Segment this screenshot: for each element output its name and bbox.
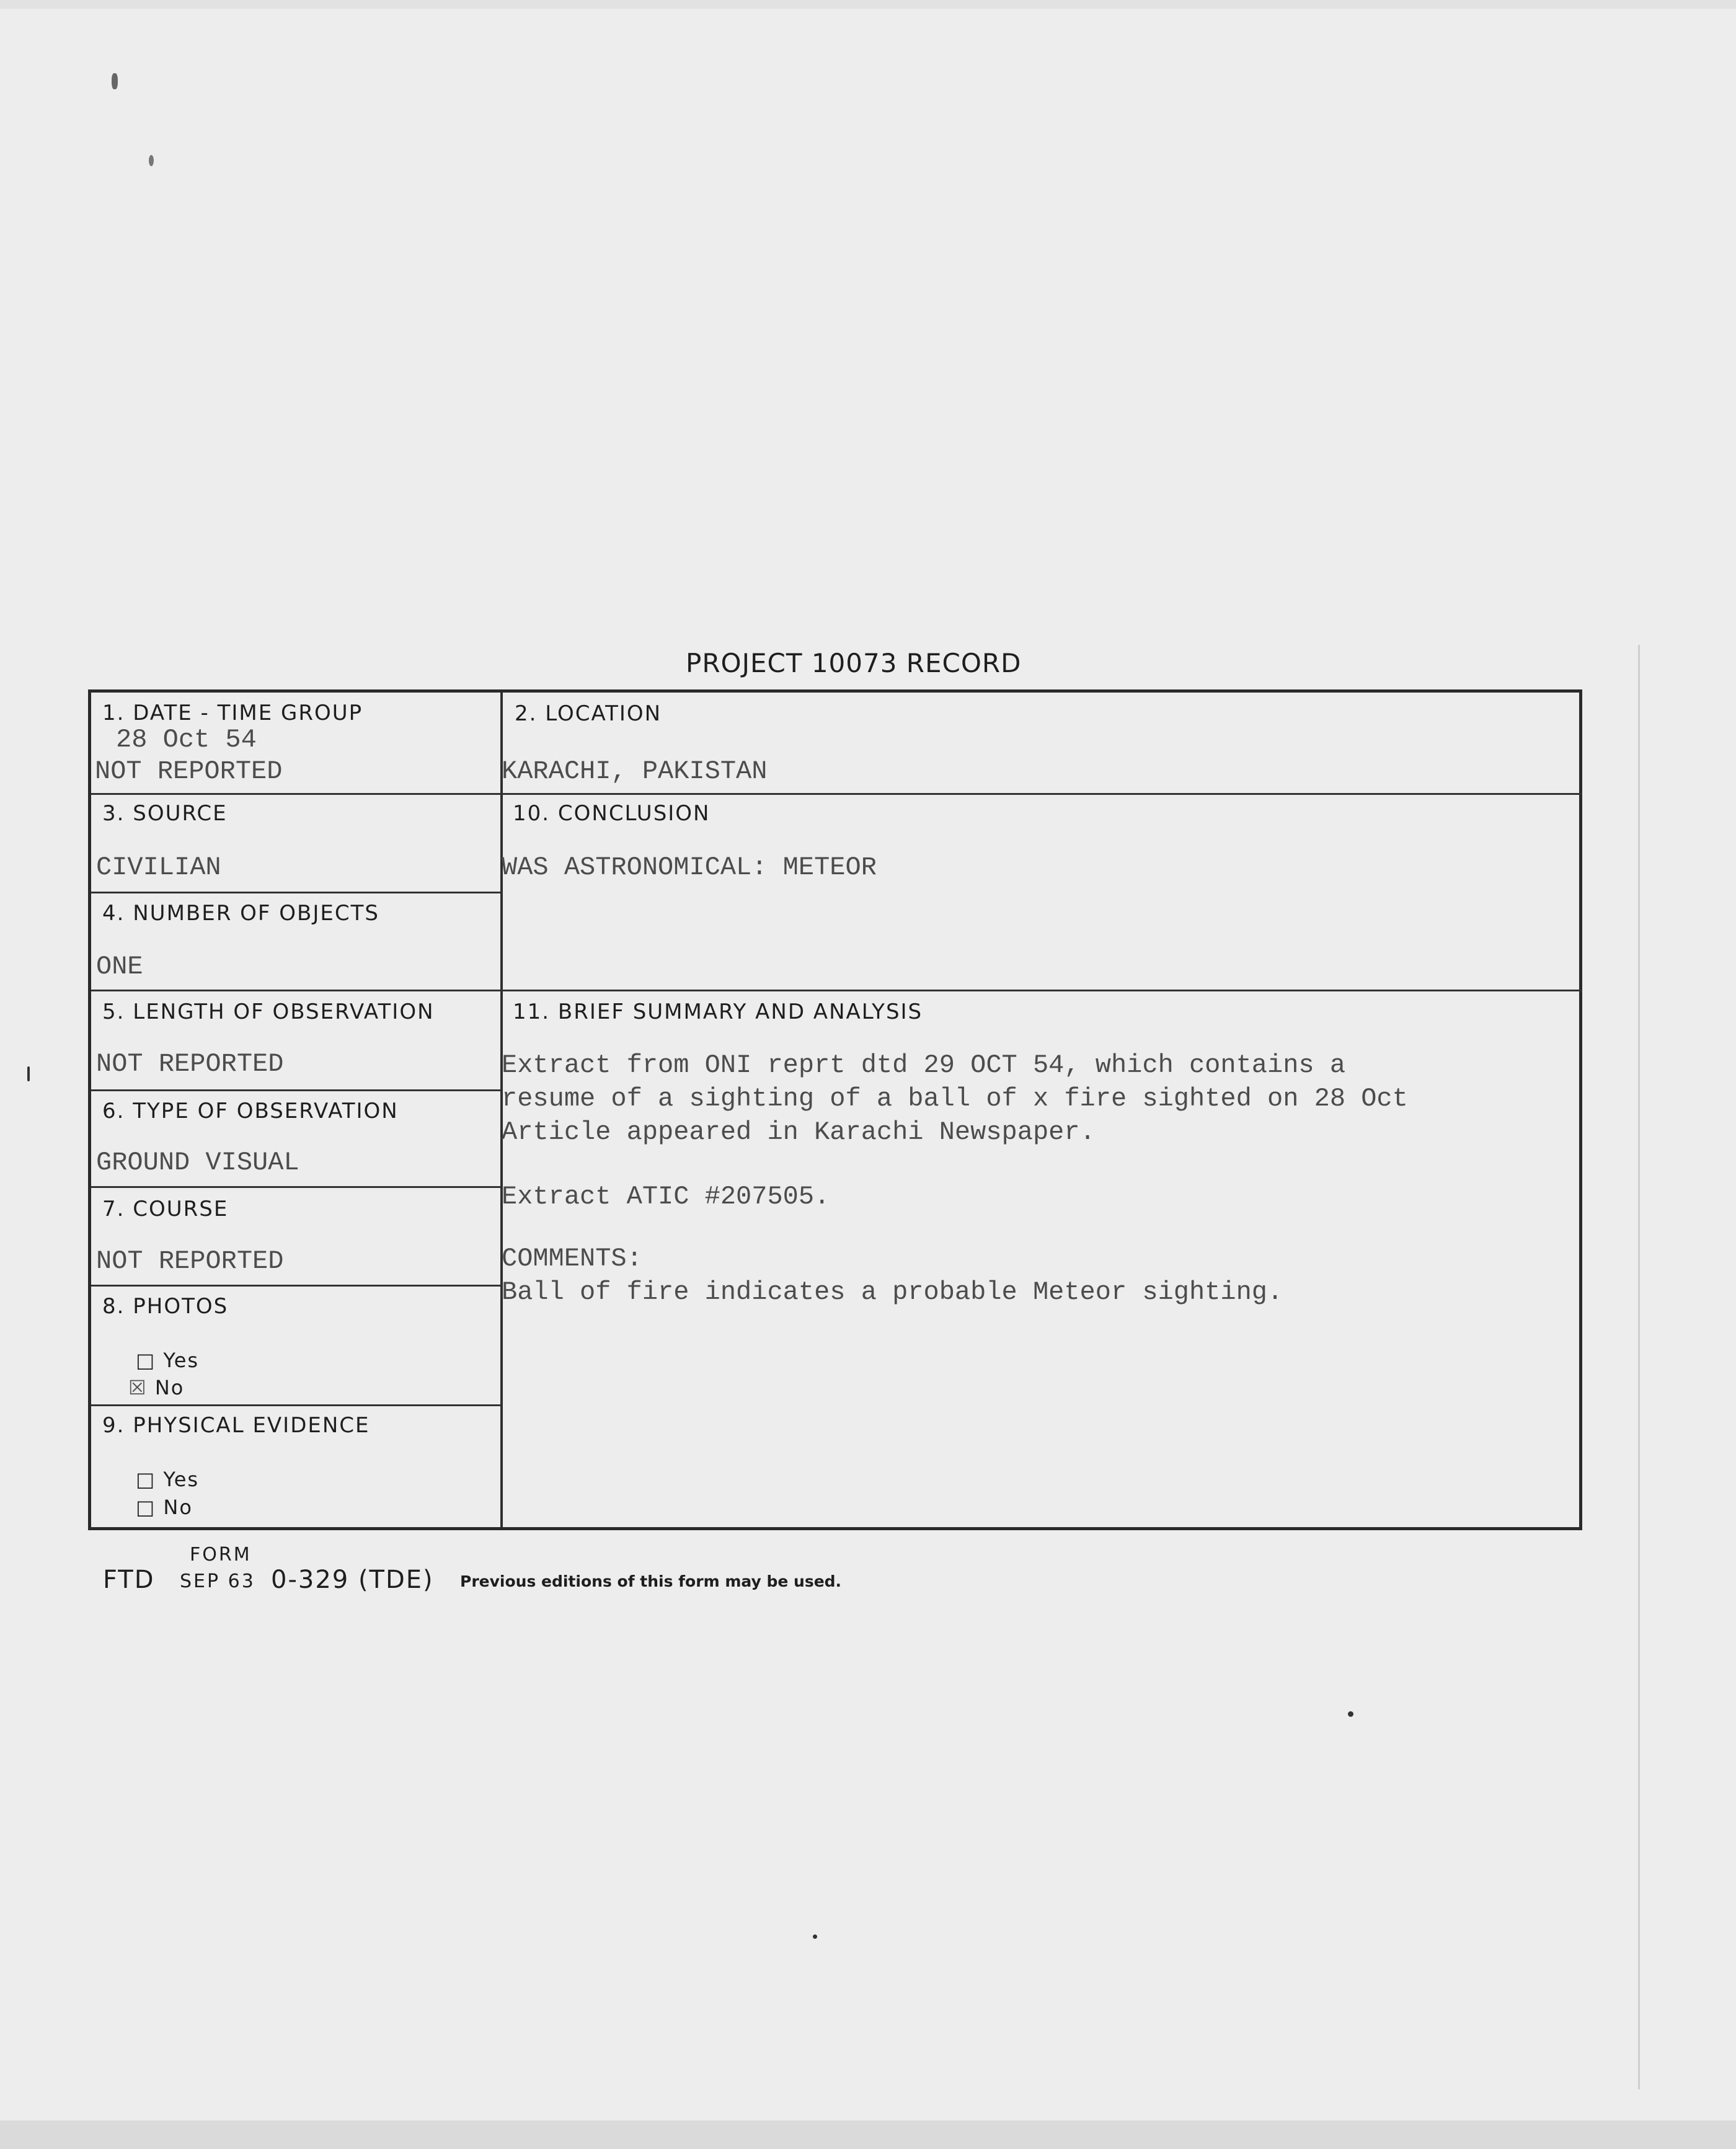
physical-evidence-no-checkbox[interactable]: □ <box>136 1495 156 1519</box>
row-divider <box>500 793 1582 795</box>
row-divider <box>91 1285 500 1287</box>
length-of-observation-value: NOT REPORTED <box>96 1049 284 1079</box>
number-of-objects-value: ONE <box>96 952 143 981</box>
physical-evidence-yes-label: Yes <box>163 1468 200 1491</box>
footer-note: Previous editions of this form may be used. <box>460 1572 842 1590</box>
scan-speck <box>112 73 118 89</box>
row-divider <box>91 793 500 795</box>
conclusion-value: WAS ASTRONOMICAL: METEOR <box>502 853 877 882</box>
comments-heading: COMMENTS: <box>502 1244 642 1274</box>
physical-evidence-yes-checkbox[interactable]: □ <box>136 1468 156 1491</box>
photos-no-option[interactable] <box>128 1376 184 1399</box>
location-label: 2. LOCATION <box>515 701 662 726</box>
scan-speck <box>1348 1711 1353 1717</box>
summary-label: 11. BRIEF SUMMARY AND ANALYSIS <box>513 999 923 1024</box>
footer-date-code: SEP 63 <box>180 1571 255 1592</box>
scan-edge-right <box>1638 645 1640 2089</box>
summary-line-2: resume of a sighting of a ball of x fire sighted on 28 Oct <box>502 1084 1408 1114</box>
source-value: CIVILIAN <box>96 853 221 882</box>
scan-speck <box>149 155 154 166</box>
row-divider <box>500 990 1582 991</box>
comments-text: Ball of fire indicates a probable Meteor sighting. <box>502 1277 1283 1307</box>
time-value: NOT REPORTED <box>95 756 283 786</box>
course-value: NOT REPORTED <box>96 1246 284 1276</box>
course-label: 7. COURSE <box>102 1197 229 1221</box>
physical-evidence-no-label: No <box>163 1495 193 1519</box>
physical-evidence-yes-option[interactable] <box>136 1468 199 1491</box>
row-divider <box>91 892 500 893</box>
scan-speck <box>813 1934 817 1939</box>
row-divider <box>91 1186 500 1188</box>
summary-line-3: Article appeared in Karachi Newspaper. <box>502 1117 1096 1147</box>
number-of-objects-label: 4. NUMBER OF OBJECTS <box>102 901 379 926</box>
row-divider <box>91 1089 500 1091</box>
type-of-observation-value: GROUND VISUAL <box>96 1148 299 1177</box>
record-form <box>88 689 1582 1530</box>
form-title: PROJECT 10073 RECORD <box>686 648 1022 678</box>
summary-extract: Extract ATIC #207505. <box>502 1182 830 1212</box>
photos-label: 8. PHOTOS <box>102 1294 229 1319</box>
photos-yes-option[interactable] <box>136 1349 199 1372</box>
length-of-observation-label: 5. LENGTH OF OBSERVATION <box>102 999 435 1024</box>
physical-evidence-label: 9. PHYSICAL EVIDENCE <box>102 1413 370 1438</box>
row-divider <box>91 990 500 991</box>
source-label: 3. SOURCE <box>102 801 228 826</box>
footer-form-number: 0-329 (TDE) <box>271 1566 434 1594</box>
footer-ftd: FTD <box>103 1566 155 1594</box>
photos-yes-label: Yes <box>163 1349 200 1372</box>
date-time-group-label: 1. DATE - TIME GROUP <box>102 701 363 725</box>
scan-speck <box>27 1066 30 1081</box>
summary-line-1: Extract from ONI reprt dtd 29 OCT 54, which contains a <box>502 1050 1346 1080</box>
photos-yes-checkbox[interactable]: □ <box>136 1349 156 1372</box>
scan-edge-bottom <box>0 2120 1736 2149</box>
location-value: KARACHI, PAKISTAN <box>502 756 768 786</box>
date-value: 28 Oct 54 <box>116 725 257 755</box>
photos-no-checkbox[interactable]: ☒ <box>128 1376 148 1399</box>
conclusion-label: 10. CONCLUSION <box>513 801 711 826</box>
row-divider <box>91 1404 500 1406</box>
photos-no-label: No <box>154 1376 185 1399</box>
scan-edge-top <box>0 0 1736 9</box>
type-of-observation-label: 6. TYPE OF OBSERVATION <box>102 1099 399 1123</box>
physical-evidence-no-option[interactable] <box>136 1495 193 1519</box>
footer-form-word: FORM <box>190 1544 252 1566</box>
